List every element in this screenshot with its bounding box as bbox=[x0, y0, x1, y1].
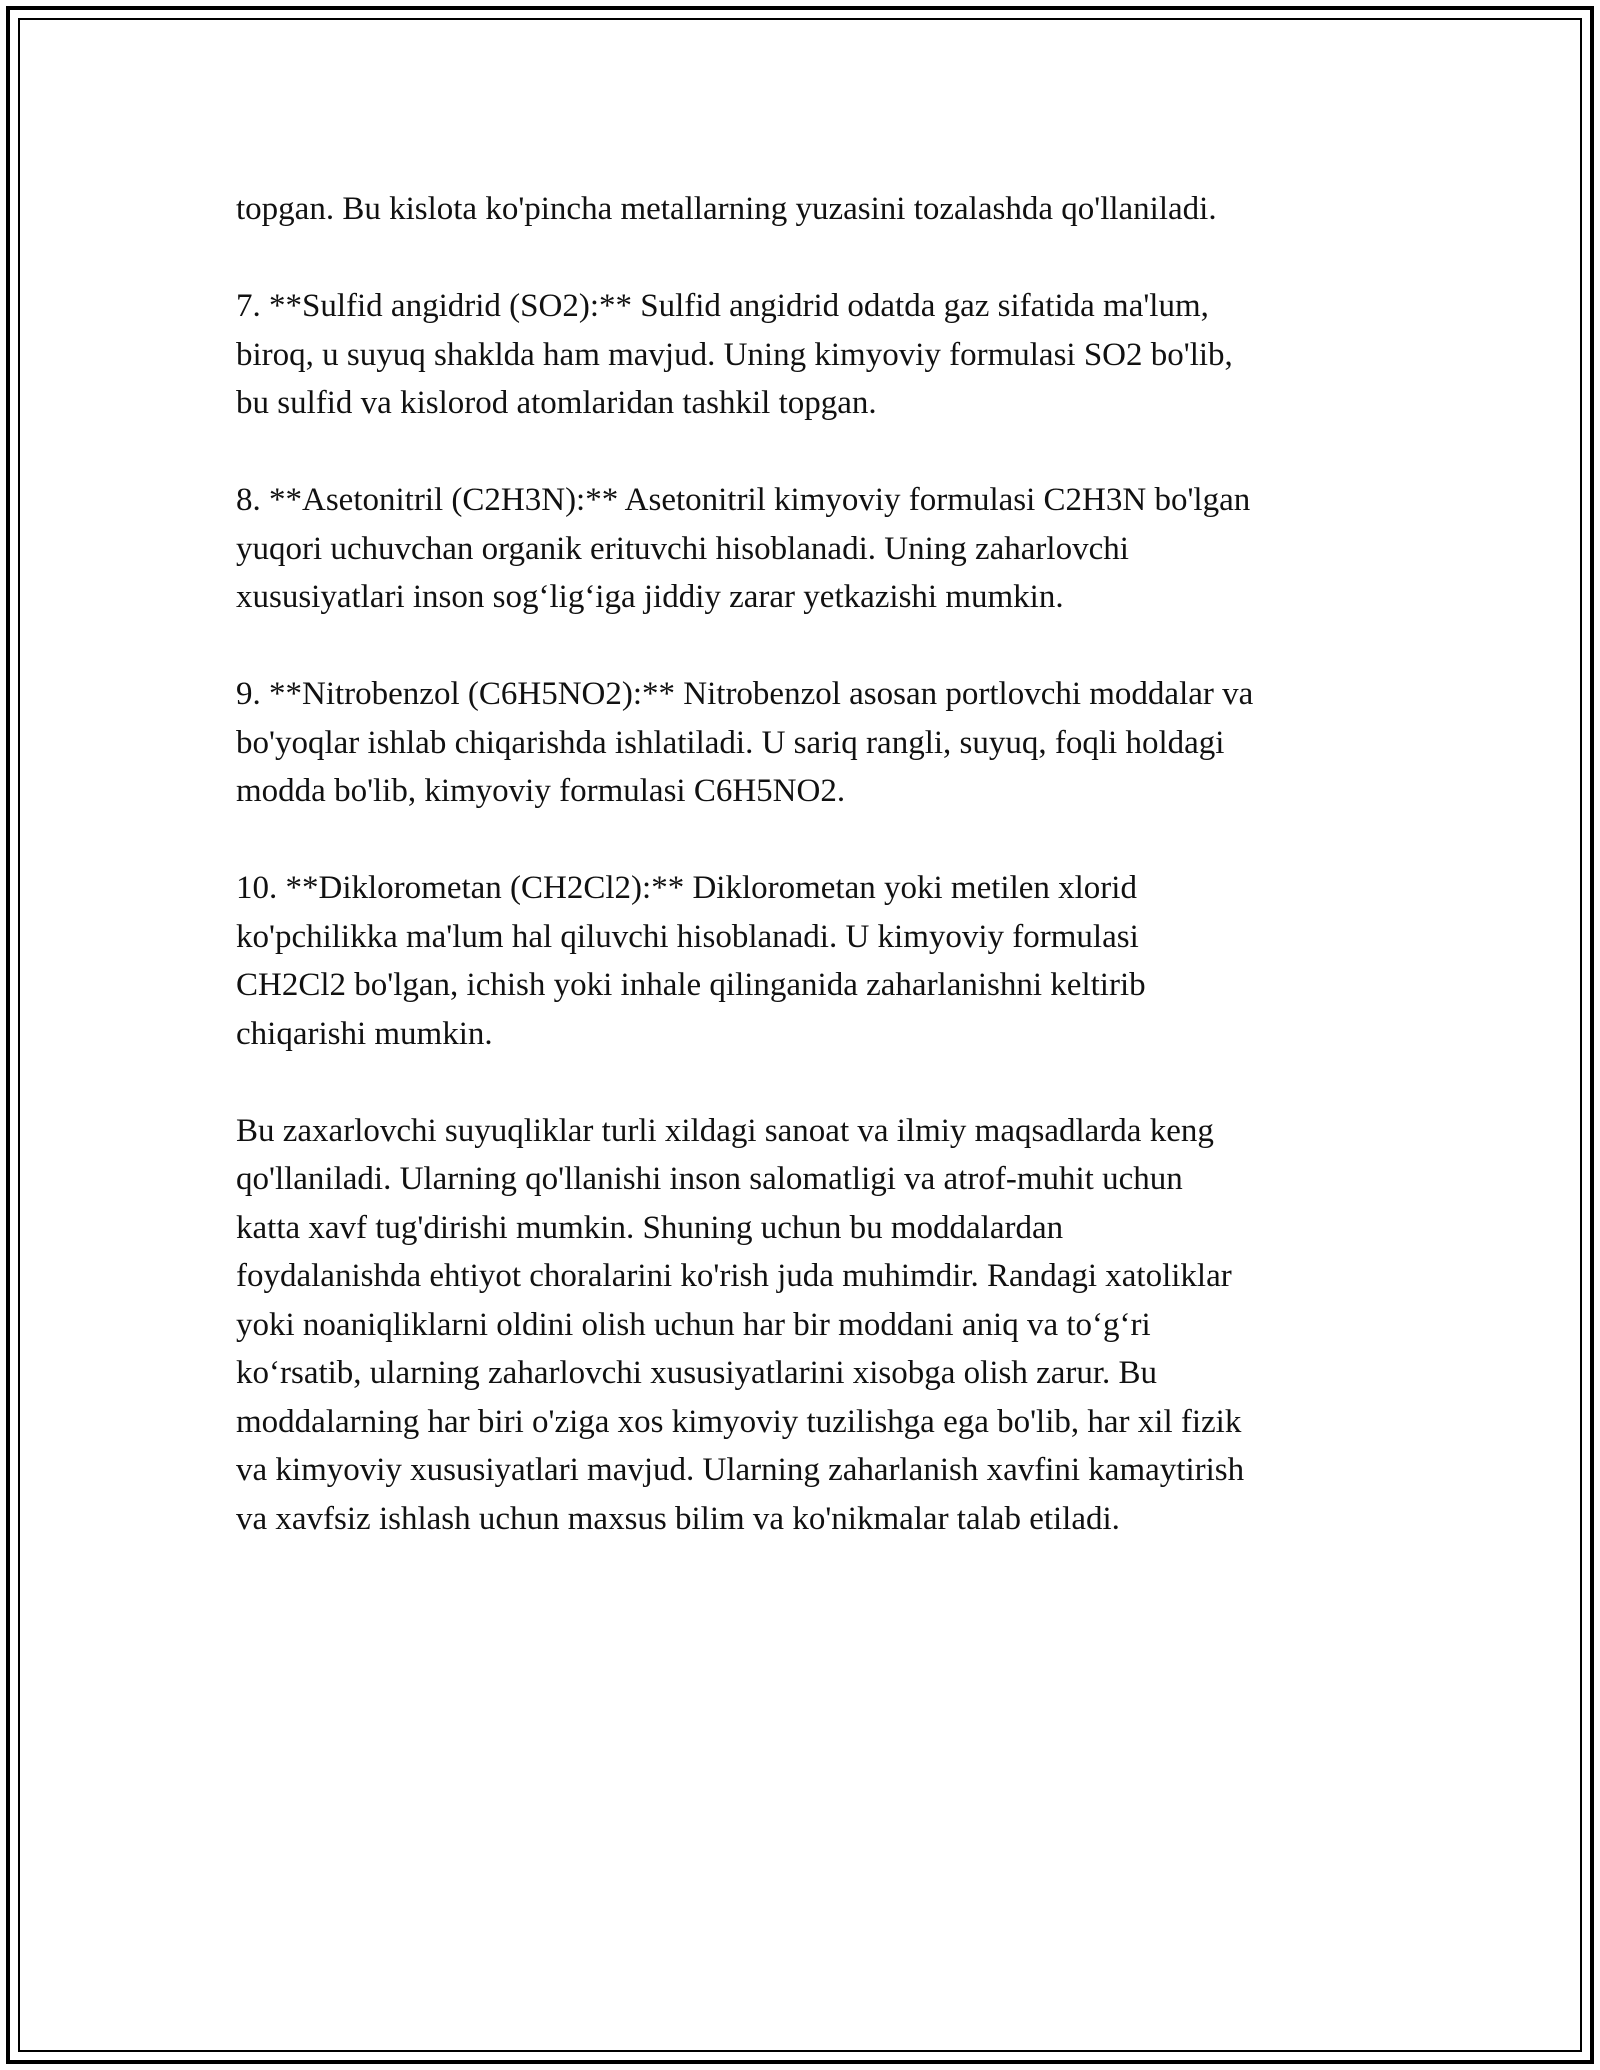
text-line: modda bo'lib, kimyoviy formulasi C6H5NO2. bbox=[236, 773, 846, 809]
text-line: 9. **Nitrobenzol (C6H5NO2):** Nitrobenzol asosan portlovchi moddalar va bbox=[236, 676, 1254, 712]
text-line: yuqori uchuvchan organik erituvchi hisoblanadi. Uning zaharlovchi bbox=[236, 530, 1129, 567]
text-line: moddalarning har biri o'ziga xos kimyoviy tuzilishga ega bo'lib, har xil fizik bbox=[236, 1403, 1242, 1440]
text-line: 7. **Sulfid angidrid (SO2):** Sulfid angidrid odatda gaz sifatida ma'lum, bbox=[236, 288, 1209, 324]
text-line: yoki noaniqliklarni oldini olish uchun har bir moddani aniq va to‘g‘ri bbox=[236, 1306, 1151, 1343]
text-line: katta xavf tug'dirishi mumkin. Shuning uchun bu moddalardan bbox=[236, 1209, 1064, 1246]
text-line: bu sulfid va kislorod atomlaridan tashkil topgan. bbox=[236, 385, 877, 421]
text-line: 8. **Asetonitril (C2H3N):** Asetonitril kimyoviy formulasi C2H3N bo'lgan bbox=[236, 482, 1251, 518]
text-line: 10. **Diklorometan (CH2Cl2):** Diklorometan yoki metilen xlorid bbox=[236, 870, 1137, 906]
text-line: qo'llaniladi. Ularning qo'llanishi inson salomatligi va atrof-muhit uchun bbox=[236, 1161, 1183, 1197]
text-line: bo'yoqlar ishlab chiqarishda ishlatiladi. U sariq rangli, suyuq, foqli holdagi bbox=[236, 724, 1225, 761]
text-line: chiqarishi mumkin. bbox=[236, 1015, 493, 1052]
text-line: Bu zaxarlovchi suyuqliklar turli xildagi sanoat va ilmiy maqsadlarda keng bbox=[236, 1112, 1214, 1149]
paragraph-item-7-sulfid-angidrid bbox=[236, 282, 1376, 428]
text-line: biroq, u suyuq shaklda ham mavjud. Uning kimyoviy formulasi SO2 bo'lib, bbox=[236, 336, 1233, 373]
text-line: topgan. Bu kislota ko'pincha metallarning yuzasini tozalashda qo'llaniladi. bbox=[236, 191, 1217, 227]
text-line: CH2Cl2 bo'lgan, ichish yoki inhale qilinganida zaharlanishni keltirib bbox=[236, 967, 1146, 1003]
text-line: ko'pchilikka ma'lum hal qiluvchi hisoblanadi. U kimyoviy formulasi bbox=[236, 918, 1139, 955]
text-line: va kimyoviy xususiyatlari mavjud. Ularning zaharlanish xavfini kamaytirish bbox=[236, 1452, 1245, 1488]
text-line: ko‘rsatib, ularning zaharlovchi xususiyatlarini xisobga olish zarur. Bu bbox=[236, 1355, 1158, 1391]
paragraph-conclusion bbox=[236, 1107, 1376, 1544]
paragraph-item-9-nitrobenzol bbox=[236, 670, 1376, 816]
text-line: va xavfsiz ishlash uchun maxsus bilim va ko'nikmalar talab etiladi. bbox=[236, 1500, 1120, 1537]
document-body bbox=[236, 185, 1376, 1592]
text-line: xususiyatlari inson sog‘lig‘iga jiddiy zarar yetkazishi mumkin. bbox=[236, 579, 1064, 615]
text-line: foydalanishda ehtiyot choralarini ko'rish juda muhimdir. Randagi xatoliklar bbox=[236, 1258, 1232, 1294]
paragraph-item-10-diklorometan bbox=[236, 864, 1376, 1058]
paragraph-continuation bbox=[236, 185, 1376, 234]
paragraph-item-8-asetonitril bbox=[236, 476, 1376, 622]
